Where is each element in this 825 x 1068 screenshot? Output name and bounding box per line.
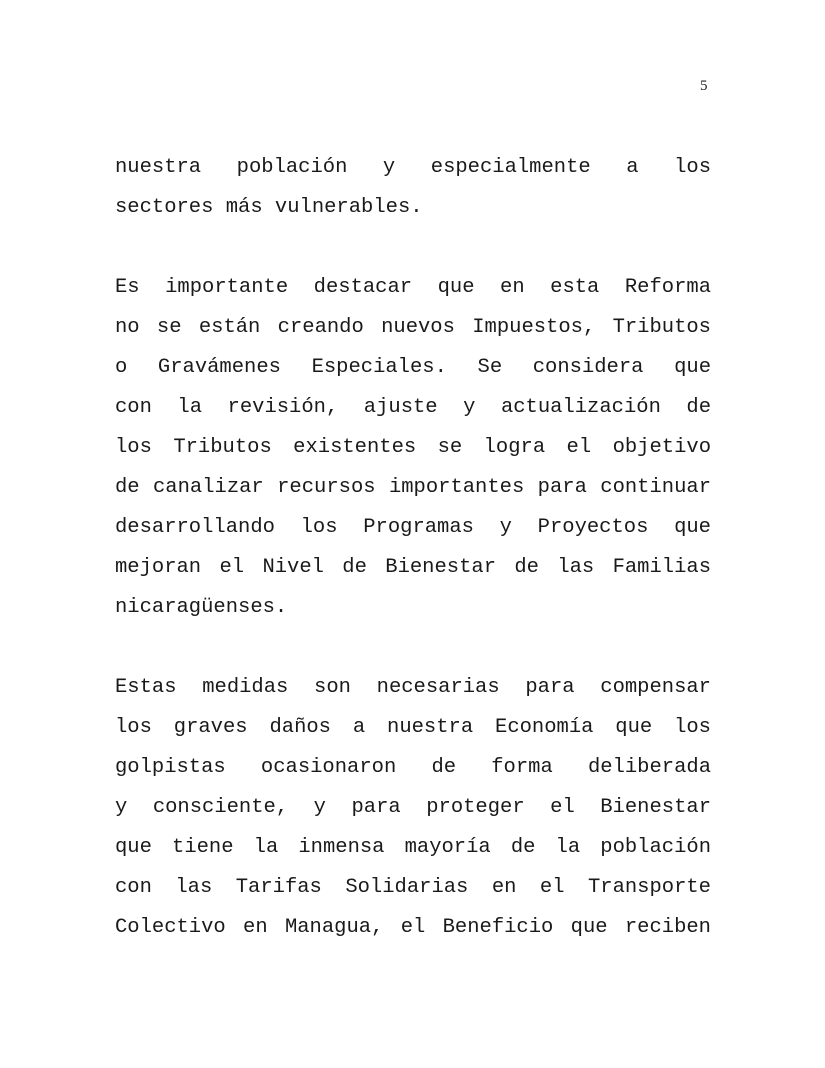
text-line: y consciente, y para proteger el Bienestar: [115, 796, 711, 819]
page-number: 5: [700, 78, 708, 94]
paragraph-3: [115, 668, 711, 948]
text-line: Colectivo en Managua, el Beneficio que reciben: [115, 916, 711, 939]
paragraph-1: [115, 148, 711, 228]
text-line: que tiene la inmensa mayoría de la población: [115, 836, 711, 859]
text-line: Es importante destacar que en esta Reforma: [115, 276, 711, 299]
text-line: nicaragüenses.: [115, 596, 288, 619]
text-line: con la revisión, ajuste y actualización de: [115, 396, 711, 419]
paragraph-gap: [115, 228, 711, 268]
paragraph-2: [115, 268, 711, 628]
paragraph-gap: [115, 628, 711, 668]
text-line: o Gravámenes Especiales. Se considera que: [115, 356, 711, 379]
text-line: de canalizar recursos importantes para continuar: [115, 476, 711, 499]
text-line: nuestra población y especialmente a los: [115, 156, 711, 179]
text-line: los Tributos existentes se logra el objetivo: [115, 436, 711, 459]
text-line: golpistas ocasionaron de forma deliberada: [115, 756, 711, 779]
text-line: no se están creando nuevos Impuestos, Tributos: [115, 316, 711, 339]
text-line: con las Tarifas Solidarias en el Transporte: [115, 876, 711, 899]
body-text: [115, 148, 711, 948]
text-line: desarrollando los Programas y Proyectos que: [115, 516, 711, 539]
text-line: Estas medidas son necesarias para compensar: [115, 676, 711, 699]
text-line: mejoran el Nivel de Bienestar de las Familias: [115, 556, 711, 579]
text-line: sectores más vulnerables.: [115, 196, 423, 219]
text-line: los graves daños a nuestra Economía que los: [115, 716, 711, 739]
